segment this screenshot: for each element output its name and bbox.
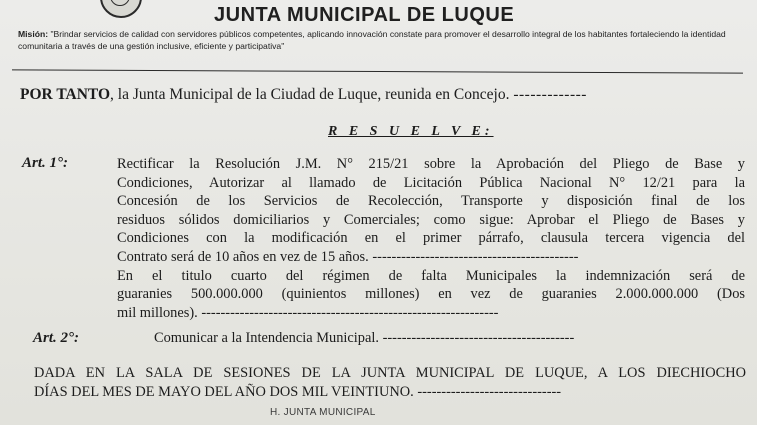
article-1-line: residuos sólidos domiciliarios y Comerciales; como sigue: Aprobar el Pliego de Bases y [117,211,745,228]
intro-line [20,86,745,104]
footer-stamp: H. JUNTA MUNICIPAL [270,407,376,418]
article-1-line: Condiciones, Autorizar al llamado de Licitación Pública Nacional N° 12/21 para la [117,174,745,191]
article-2-label: Art. 2°: [33,330,80,346]
article-1-line: En el titulo cuarto del régimen de falta Municipales la indemnización será de [117,267,745,284]
article-1-line: guaranies 500.000.000 (quinientos millones) en vez de guaranies 2.000.000.000 (Dos [117,286,745,303]
closing-line-1: DADA EN LA SALA DE SESIONES DE LA JUNTA MUNICIPAL DE LUQUE, A LOS DIECHIOCHO [34,365,746,381]
article-1-line: Rectificar la Resolución J.M. N° 215/21 sobre la Aprobación del Pliego de Base y [117,156,745,172]
article-1-line: mil millones). -------------------------------------------------------------- [117,304,499,321]
article-1-line: Concesión de los Servicios de Recolección, Transporte y disposición final de los [117,193,745,210]
article-1-body [117,155,745,322]
closing-paragraph [34,364,746,401]
municipal-seal-icon [100,0,142,18]
article-2-body: Comunicar a la Intendencia Municipal. ---------------------------------------- [154,330,575,346]
article-1-line: Contrato será de 10 años en vez de 15 años. ------------------------------------------- [117,248,579,265]
intro-lead: POR TANTO [20,86,111,103]
closing-line-2: DÍAS DEL MES DE MAYO DEL AÑO DOS MIL VEINTIUNO. ------------------------------ [34,383,562,400]
mission-statement [18,29,743,52]
article-1-label: Art. 1°: [22,155,69,171]
resuelve-heading: R E S U E L V E: [328,124,494,139]
mission-text: "Brindar servicios de calidad con servidores públicos competentes, aplicando innovación constate para promover el desarrollo integral de los habitantes fortaleciendo la identidad comunitaria a través de una gestión inclusive, eficiente y participativa" [18,29,726,51]
header-divider [12,69,743,73]
mission-label: Misión: [18,29,49,39]
document-heading: JUNTA MUNICIPAL DE LUQUE [214,4,515,26]
intro-text: , la Junta Municipal de la Ciudad de Luque, reunida en Concejo. [110,86,510,103]
article-1-line: Condiciones con la modificación en el primer párrafo, clausula tercera vigencia del [117,230,745,247]
intro-dashes: ------------- [513,86,587,103]
